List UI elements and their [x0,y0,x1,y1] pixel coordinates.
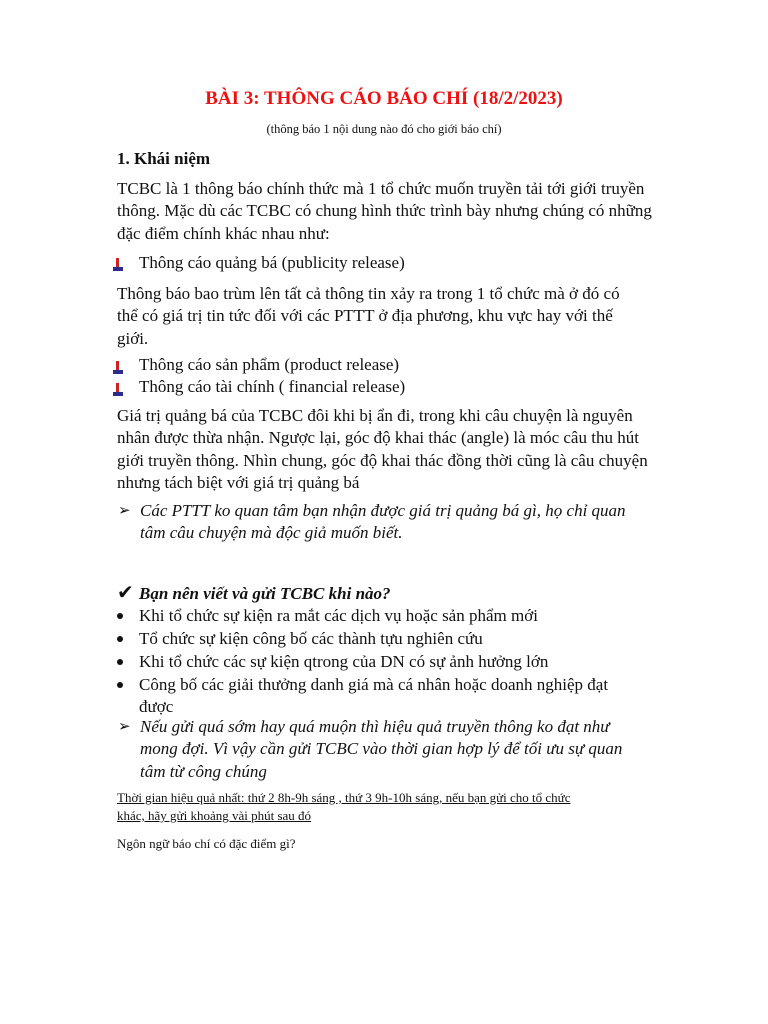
paragraph-line: nhưng tách biệt với giá trị quảng bá [117,472,360,492]
note-line: Thời gian hiệu quả nhất: thứ 2 8h-9h sáng , thứ 3 9h-10h sáng, nếu bạn gửi cho tổ chức [117,790,571,805]
list-item-line: được [139,697,174,717]
list-item-line: Công bố các giải thưởng danh giá mà cá nhân hoặc doanh nghiệp đạt [139,675,609,694]
note-line: Nếu gửi quá sớm hay quá muộn thì hiệu quả truyền thông ko đạt như [140,717,610,736]
note-media-interest [140,500,680,545]
section-heading-when-to-send: Bạn nên viết và gửi TCBC khi nào? [139,584,391,603]
paragraph-line: giới truyền thông. Nhìn chung, góc độ khai thác đồng thời cũng là câu chuyện [117,450,648,470]
intro-line: thông. Mặc dù các TCBC có chung hình thức trình bày nhưng chúng có những [117,201,652,221]
download-arrow-bullet-icon [113,258,127,272]
bullet-dot-icon [117,636,123,642]
arrow-bullet-icon: ➢ [118,503,131,519]
intro-paragraph [117,178,677,245]
page-title: BÀI 3: THÔNG CÁO BÁO CHÍ (18/2/2023) [205,88,563,109]
checkmark-icon: ✔ [117,582,134,604]
intro-line: đặc điểm chính khác nhau như: [117,223,330,243]
list-item-financial-release: Thông cáo tài chính ( financial release) [139,377,406,396]
description-line: giới. [117,328,149,348]
bullet-dot-icon [117,682,123,688]
description-line: Thông báo bao trùm lên tất cả thông tin xảy ra trong 1 tổ chức mà ở đó có [117,284,620,303]
list-item: Khi tổ chức sự kiện ra mắt các dịch vụ hoặc sản phẩm mới [139,606,538,625]
list-item: Khi tổ chức các sự kiện qtrong của DN có sự ảnh hưởng lớn [139,652,549,671]
angle-paragraph [117,405,677,494]
download-arrow-bullet-icon [113,361,127,375]
note-line: tâm câu chuyện mà độc giả muốn biết. [140,523,403,543]
list-item-product-release: Thông cáo sản phẩm (product release) [139,355,400,374]
paragraph-line: Giá trị quảng bá của TCBC đôi khi bị ẩn đi, trong khi câu chuyện là nguyên [117,406,633,425]
intro-line: TCBC là 1 thông báo chính thức mà 1 tổ chức muốn truyền tải tới giới truyền [117,179,645,198]
best-time-note [117,789,677,825]
list-item [139,674,679,719]
note-line: tâm từ công chúng [140,761,267,781]
arrow-bullet-icon: ➢ [118,719,131,735]
bullet-dot-icon [117,613,123,619]
description-line: thể có giá trị tin tức đối với các PTTT ở địa phương, khu vực hay với thế [117,306,613,326]
section-heading-khai-niem: 1. Khái niệm [117,149,211,168]
page-subtitle: (thông báo 1 nội dung nào đó cho giới báo chí) [266,122,502,136]
note-timing-warning [140,716,680,783]
note-line: khác, hãy gửi khoảng vài phút sau đó [117,808,312,823]
publicity-description [117,283,677,350]
question-line: Ngôn ngữ báo chí có đặc điểm gì? [117,836,296,851]
paragraph-line: nhân được thừa nhận. Ngược lại, góc độ khai thác (angle) là móc câu thu hút [117,428,639,448]
download-arrow-bullet-icon [113,383,127,397]
list-item-publicity-release: Thông cáo quảng bá (publicity release) [139,253,405,272]
bullet-dot-icon [117,659,123,665]
list-item: Tổ chức sự kiện công bố các thành tựu nghiên cứu [139,629,483,648]
note-line: mong đợi. Vì vậy cần gửi TCBC vào thời gian hợp lý để tối ưu sự quan [140,739,623,759]
note-line: Các PTTT ko quan tâm bạn nhận được giá trị quảng bá gì, họ chỉ quan [140,501,626,520]
